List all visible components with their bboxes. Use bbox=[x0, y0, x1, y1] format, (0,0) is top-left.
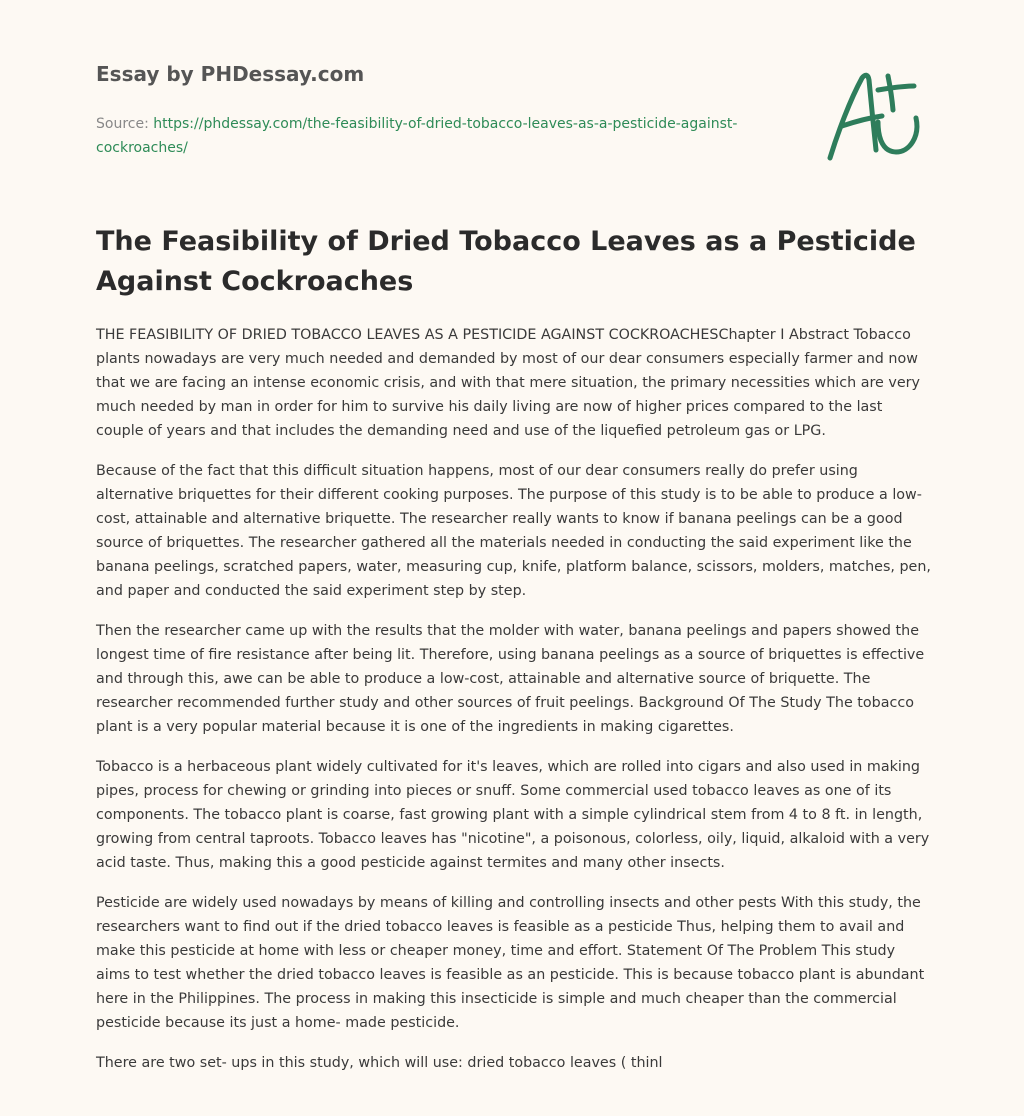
paragraph: There are two set- ups in this study, which will use: dried tobacco leaves ( thinl bbox=[96, 1055, 663, 1071]
a-plus-icon bbox=[818, 66, 930, 166]
essay-body bbox=[96, 323, 932, 1091]
paragraph: Because of the fact that this difficult situation happens, most of our dear consumers really do prefer using alternative briquettes for their different cooking purposes. The purpose of this study is to be able to produce a low-cost, attainable and alternative briquette. The researcher really wants to know if banana peelings can be a good source of briquettes. The researcher gathered all the materials needed in conducting the said experiment like the banana peelings, scratched papers, water, measuring cup, knife, platform balance, scissors, molders, matches, pen, and paper and conducted the said experiment step by step. bbox=[96, 463, 931, 599]
paragraph: Pesticide are widely used nowadays by means of killing and controlling insects and other pests With this study, the researchers want to find out if the dried tobacco leaves is feasible as a pesticide Thus, helping them to avail and make this pesticide at home with less or cheaper money, time and effort. Statement Of The Problem This study aims to test whether the dried tobacco leaves is feasible as an pesticide. This is because tobacco plant is abundant here in the Philippines. The process in making this insecticide is simple and much cheaper than the commercial pesticide because its just a home- made pesticide. bbox=[96, 895, 925, 1031]
page-title: The Feasibility of Dried Tobacco Leaves as a Pesticide Against Cockroaches bbox=[96, 226, 916, 297]
page-header bbox=[96, 62, 776, 160]
source-label: Source: bbox=[96, 116, 154, 132]
source-line bbox=[96, 112, 776, 160]
paragraph: THE FEASIBILITY OF DRIED TOBACCO LEAVES AS A PESTICIDE AGAINST COCKROACHESChapter I Abstract Tobacco plants nowadays are very much needed and demanded by most of our dear consumers especially farmer and now that we are facing an intense economic crisis, and with that mere situation, the primary necessities which are very much needed by man in order for him to survive his daily living are now of higher prices compared to the last couple of years and that includes the demanding need and use of the liquefied petroleum gas or LPG. bbox=[96, 327, 920, 439]
paragraph: Tobacco is a herbaceous plant widely cultivated for it's leaves, which are rolled into cigars and also used in making pipes, process for chewing or grinding into pieces or snuff. Some commercial used tobacco leaves as one of its components. The tobacco plant is coarse, fast growing plant with a simple cylindrical stem from 4 to 8 ft. in length, growing from central taproots. Tobacco leaves has "nicotine", a poisonous, colorless, oily, liquid, alkaloid with a very acid taste. Thus, making this a good pesticide against termites and many other insects. bbox=[96, 759, 930, 871]
paragraph: Then the researcher came up with the results that the molder with water, banana peelings and papers showed the longest time of fire resistance after being lit. Therefore, using banana peelings as a source of briquettes is effective and through this, awe can be able to produce a low-cost, attainable and alternative source of briquette. The researcher recommended further study and other sources of fruit peelings. Background Of The Study The tobacco plant is a very popular material because it is one of the ingredients in making cigarettes. bbox=[96, 623, 925, 735]
site-brand: Essay by PHDessay.com bbox=[96, 62, 365, 86]
source-link[interactable]: https://phdessay.com/the-feasibility-of-dried-tobacco-leaves-as-a-pesticide-against-cockroaches/ bbox=[96, 116, 738, 156]
